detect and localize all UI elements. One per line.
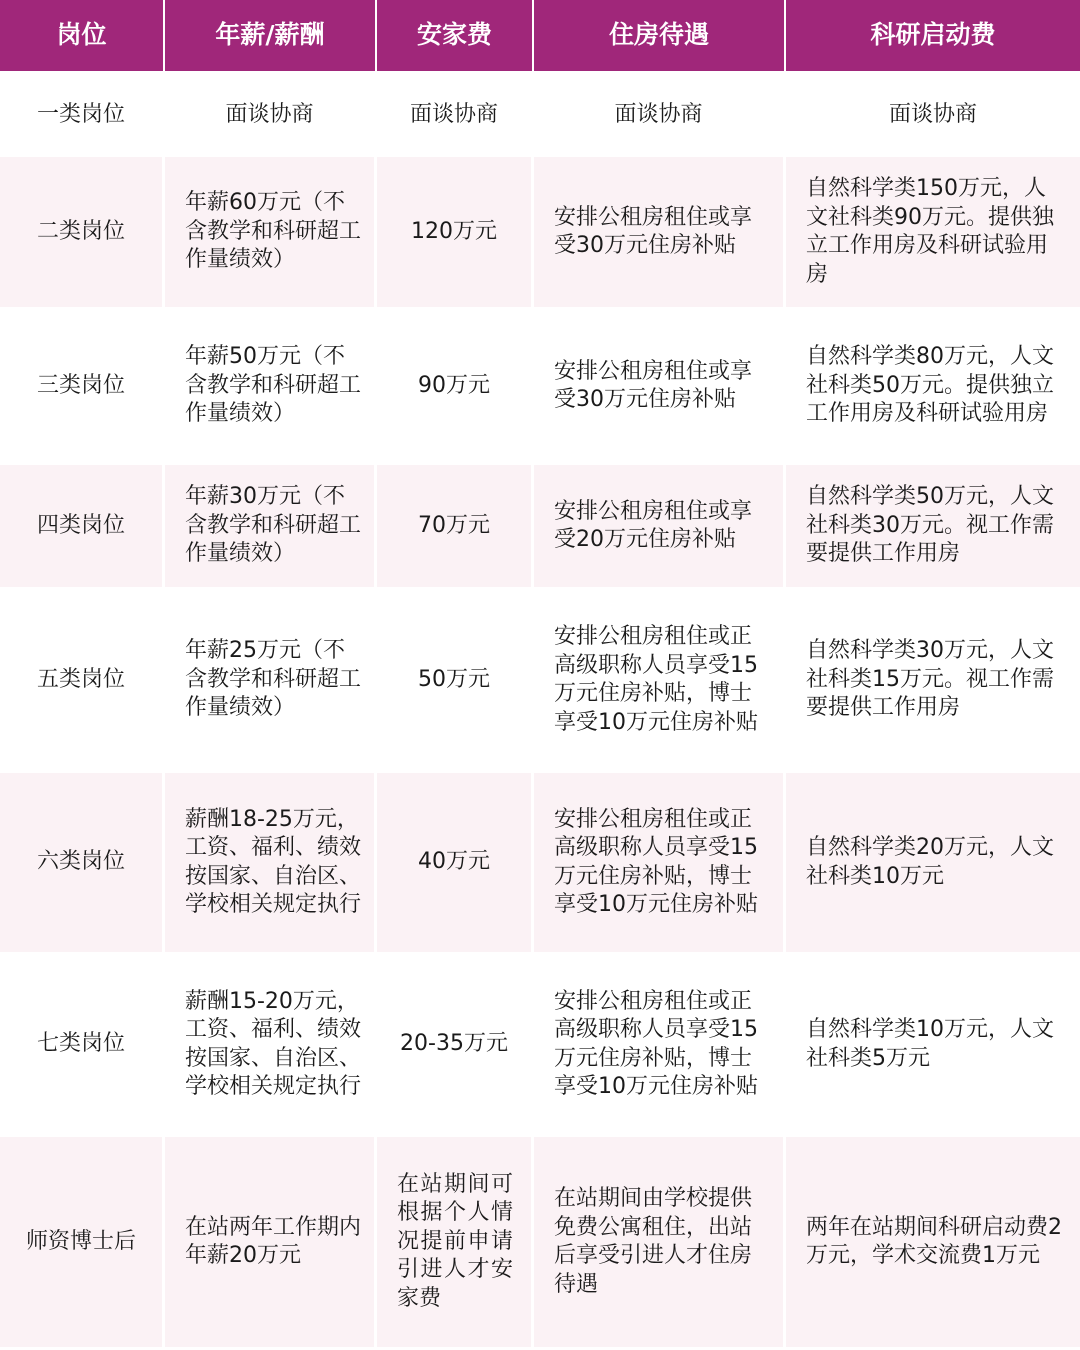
cell-position-text: 三类岗位 (36, 372, 125, 398)
header-housing: 住房待遇 (534, 0, 786, 77)
cell-startup-fund-text: 自然科学类10万元，人文社科类5万元 (806, 1017, 1054, 1071)
cell-position (0, 465, 165, 590)
cell-settling-fee (377, 773, 534, 955)
cell-position (0, 955, 165, 1137)
cell-housing-text: 安排公租房租住或正高级职称人员享受15万元住房补贴，博士享受10万元住房补贴 (554, 624, 758, 735)
cell-position-text: 六类岗位 (36, 849, 125, 875)
cell-position (0, 310, 165, 465)
cell-salary (165, 465, 377, 590)
cell-housing (534, 157, 786, 310)
cell-salary-text: 薪酬18-25万元，工资、福利、绩效按国家、自治区、学校相关规定执行 (185, 806, 362, 917)
cell-startup-fund-text: 自然科学类50万元，人文社科类30万元。视工作需要提供工作用房 (806, 484, 1054, 567)
cell-housing-text: 面谈协商 (614, 102, 703, 128)
cell-housing-text: 安排公租房租住或享受30万元住房补贴 (554, 358, 753, 412)
cell-salary-text: 年薪25万元（不含教学和科研超工作量绩效） (185, 638, 362, 721)
cell-housing (534, 465, 786, 590)
cell-settling-fee (377, 1137, 534, 1350)
cell-position-text: 一类岗位 (36, 102, 125, 128)
cell-housing-text: 安排公租房租住或享受20万元住房补贴 (554, 498, 753, 552)
cell-salary (165, 310, 377, 465)
cell-housing (534, 590, 786, 773)
cell-settling-fee (377, 310, 534, 465)
cell-settling-fee (377, 465, 534, 590)
header-settling-fee: 安家费 (377, 0, 534, 77)
cell-position (0, 773, 165, 955)
cell-startup-fund-text: 自然科学类30万元，人文社科类15万元。视工作需要提供工作用房 (806, 638, 1054, 721)
cell-position-text: 师资博士后 (25, 1228, 136, 1254)
cell-settling-fee (377, 955, 534, 1137)
cell-startup-fund-text: 自然科学类80万元，人文社科类50万元。提供独立工作用房及科研试验用房 (806, 344, 1054, 427)
cell-salary-text: 薪酬15-20万元，工资、福利、绩效按国家、自治区、学校相关规定执行 (185, 988, 362, 1099)
cell-salary (165, 1137, 377, 1350)
cell-housing (534, 310, 786, 465)
cell-salary-text: 年薪60万元（不含教学和科研超工作量绩效） (185, 190, 362, 273)
cell-housing-text: 安排公租房租住或享受30万元住房补贴 (554, 204, 753, 258)
cell-housing (534, 1137, 786, 1350)
cell-salary (165, 773, 377, 955)
cell-settling-fee-text: 70万元 (418, 512, 490, 538)
cell-settling-fee-text: 40万元 (418, 849, 490, 875)
cell-housing-text: 安排公租房租住或正高级职称人员享受15万元住房补贴，博士享受10万元住房补贴 (554, 806, 758, 917)
cell-startup-fund-text: 自然科学类20万元，人文社科类10万元 (806, 835, 1054, 889)
cell-salary (165, 157, 377, 310)
cell-salary-text: 在站两年工作期内年薪20万元 (185, 1214, 362, 1268)
cell-settling-fee-text: 50万元 (418, 666, 490, 692)
cell-salary-text: 面谈协商 (225, 102, 314, 128)
cell-housing-text: 在站期间由学校提供免费公寓租住，出站后享受引进人才住房待遇 (554, 1186, 753, 1297)
header-startup-fund: 科研启动费 (786, 0, 1080, 77)
cell-startup-fund-text: 自然科学类150万元，人文社科类90万元。提供独立工作用房及科研试验用房 (806, 176, 1054, 287)
cell-salary (165, 955, 377, 1137)
cell-position (0, 157, 165, 310)
cell-startup-fund (786, 157, 1080, 310)
cell-startup-fund (786, 77, 1080, 157)
cell-housing (534, 77, 786, 157)
cell-startup-fund (786, 773, 1080, 955)
cell-settling-fee (377, 77, 534, 157)
cell-housing (534, 773, 786, 955)
cell-settling-fee-text: 120万元 (411, 218, 497, 244)
cell-settling-fee-text: 20-35万元 (400, 1031, 508, 1057)
cell-position-text: 七类岗位 (36, 1031, 125, 1057)
cell-settling-fee (377, 590, 534, 773)
cell-settling-fee-text: 在站期间可根据个人情况提前申请引进人才安家费 (397, 1171, 513, 1311)
cell-position (0, 1137, 165, 1350)
cell-position-text: 四类岗位 (36, 512, 125, 538)
cell-position (0, 590, 165, 773)
cell-housing (534, 955, 786, 1137)
cell-startup-fund-text: 面谈协商 (888, 102, 977, 128)
cell-salary (165, 590, 377, 773)
cell-position (0, 77, 165, 157)
cell-startup-fund (786, 1137, 1080, 1350)
cell-startup-fund (786, 465, 1080, 590)
cell-startup-fund-text: 两年在站期间科研启动费2万元，学术交流费1万元 (806, 1214, 1062, 1268)
cell-startup-fund (786, 590, 1080, 773)
cell-housing-text: 安排公租房租住或正高级职称人员享受15万元住房补贴，博士享受10万元住房补贴 (554, 988, 758, 1099)
cell-salary (165, 77, 377, 157)
cell-salary-text: 年薪30万元（不含教学和科研超工作量绩效） (185, 484, 362, 567)
cell-position-text: 五类岗位 (36, 666, 125, 692)
cell-settling-fee-text: 面谈协商 (409, 102, 498, 128)
header-position: 岗位 (0, 0, 165, 77)
cell-position-text: 二类岗位 (36, 218, 125, 244)
cell-settling-fee (377, 157, 534, 310)
cell-settling-fee-text: 90万元 (418, 372, 490, 398)
cell-startup-fund (786, 310, 1080, 465)
cell-startup-fund (786, 955, 1080, 1137)
header-salary: 年薪/薪酬 (165, 0, 377, 77)
cell-salary-text: 年薪50万元（不含教学和科研超工作量绩效） (185, 344, 362, 427)
